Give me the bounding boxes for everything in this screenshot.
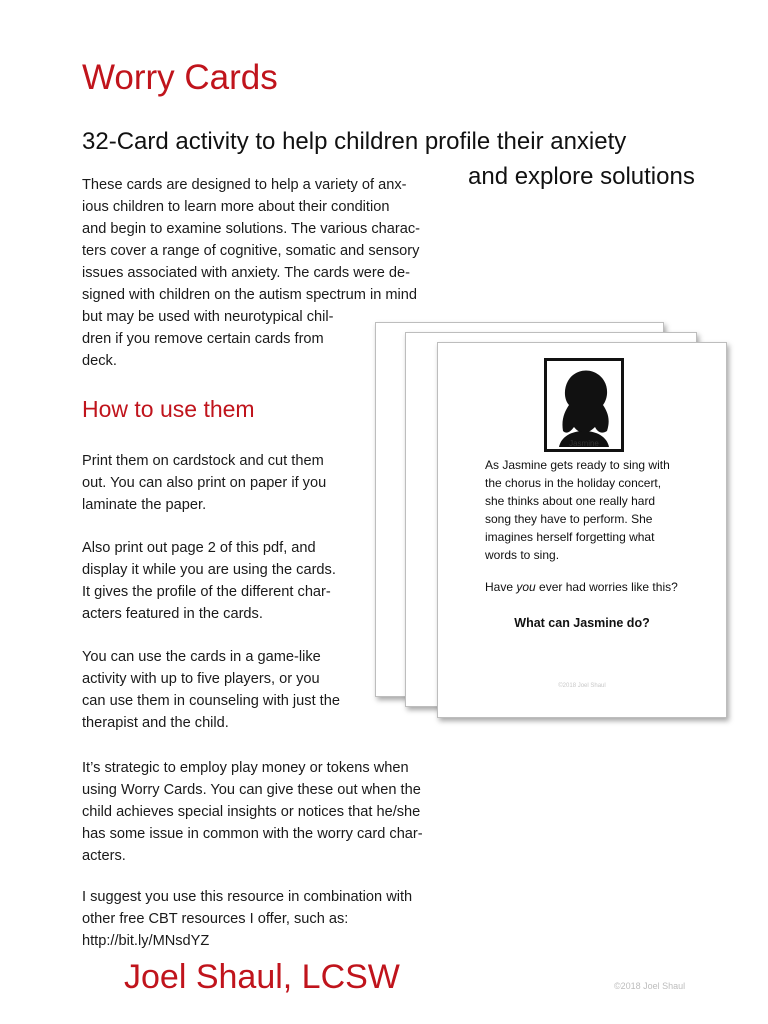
text-line: laminate the paper. xyxy=(82,497,207,513)
text-line: using Worry Cards. You can give these out when the xyxy=(82,782,421,798)
how-to-paragraph-profile xyxy=(82,537,336,625)
text-line: has some issue in common with the worry card char- xyxy=(82,826,423,842)
subtitle-line-2: and explore solutions xyxy=(468,163,695,190)
text-line: ious children to learn more about their condition xyxy=(82,199,390,215)
text-line: song they have to perform. She xyxy=(485,512,653,526)
author-name: Joel Shaul, LCSW xyxy=(124,958,400,996)
text-line: I suggest you use this resource in combination with xyxy=(82,889,413,905)
text-line: acters featured in the cards. xyxy=(82,606,263,622)
text-line: issues associated with anxiety. The cards were de- xyxy=(82,265,410,281)
text-line: It’s strategic to employ play money or tokens when xyxy=(82,760,409,776)
text-line: imagines herself forgetting what xyxy=(485,530,655,544)
text-line: but may be used with neurotypical chil- xyxy=(82,309,334,325)
text-line: she thinks about one really hard xyxy=(485,494,656,508)
text-line: These cards are designed to help a variety of anx- xyxy=(82,177,407,193)
text-line: can use them in counseling with just the xyxy=(82,693,340,709)
resource-link[interactable]: http://bit.ly/MNsdYZ xyxy=(82,933,210,949)
card-story xyxy=(485,456,725,564)
subtitle-line-1: 32-Card activity to help children profile their anxiety xyxy=(82,128,627,155)
text-line: display it while you are using the cards. xyxy=(82,562,336,578)
text-line: and begin to examine solutions. The various charac- xyxy=(82,221,421,237)
text-line: It gives the profile of the different char- xyxy=(82,584,331,600)
text-line: out. You can also print on paper if you xyxy=(82,475,327,491)
card-action-question: What can Jasmine do? xyxy=(514,616,650,630)
card-copyright: ©2018 Joel Shaul xyxy=(558,683,606,689)
page-copyright: ©2018 Joel Shaul xyxy=(614,981,686,991)
text-line: You can use the cards in a game-like xyxy=(82,649,321,665)
how-to-paragraph-tokens xyxy=(82,757,423,867)
prompt-part: ever had worries like this? xyxy=(535,580,678,594)
silhouette-icon xyxy=(547,361,621,449)
how-to-paragraph-game xyxy=(82,646,340,734)
text-line: Also print out page 2 of this pdf, and xyxy=(82,540,316,556)
character-portrait xyxy=(544,358,624,452)
text-line: As Jasmine gets ready to sing with xyxy=(485,458,670,472)
character-name: Jasmine xyxy=(569,439,599,448)
text-line: words to sing. xyxy=(485,548,560,562)
text-line: activity with up to five players, or you xyxy=(82,671,320,687)
text-line: ters cover a range of cognitive, somatic and sensory xyxy=(82,243,420,259)
text-line: therapist and the child. xyxy=(82,715,229,731)
prompt-part: Have xyxy=(485,580,517,594)
text-line: dren if you remove certain cards from xyxy=(82,331,324,347)
page-title: Worry Cards xyxy=(82,58,278,97)
prompt-emphasis: you xyxy=(516,580,536,594)
text-line: signed with children on the autism spectrum in mind xyxy=(82,287,418,303)
text-line: child achieves special insights or notices that he/she xyxy=(82,804,421,820)
card-prompt xyxy=(485,578,678,596)
how-to-paragraph-print xyxy=(82,450,326,516)
text-line: deck. xyxy=(82,353,117,369)
how-to-paragraph-resources xyxy=(82,886,412,952)
front-card xyxy=(437,342,727,718)
text-line: acters. xyxy=(82,848,126,864)
text-line: other free CBT resources I offer, such as: xyxy=(82,911,349,927)
text-line: the chorus in the holiday concert, xyxy=(485,476,662,490)
text-line: Print them on cardstock and cut them xyxy=(82,453,324,469)
how-to-heading: How to use them xyxy=(82,396,255,422)
